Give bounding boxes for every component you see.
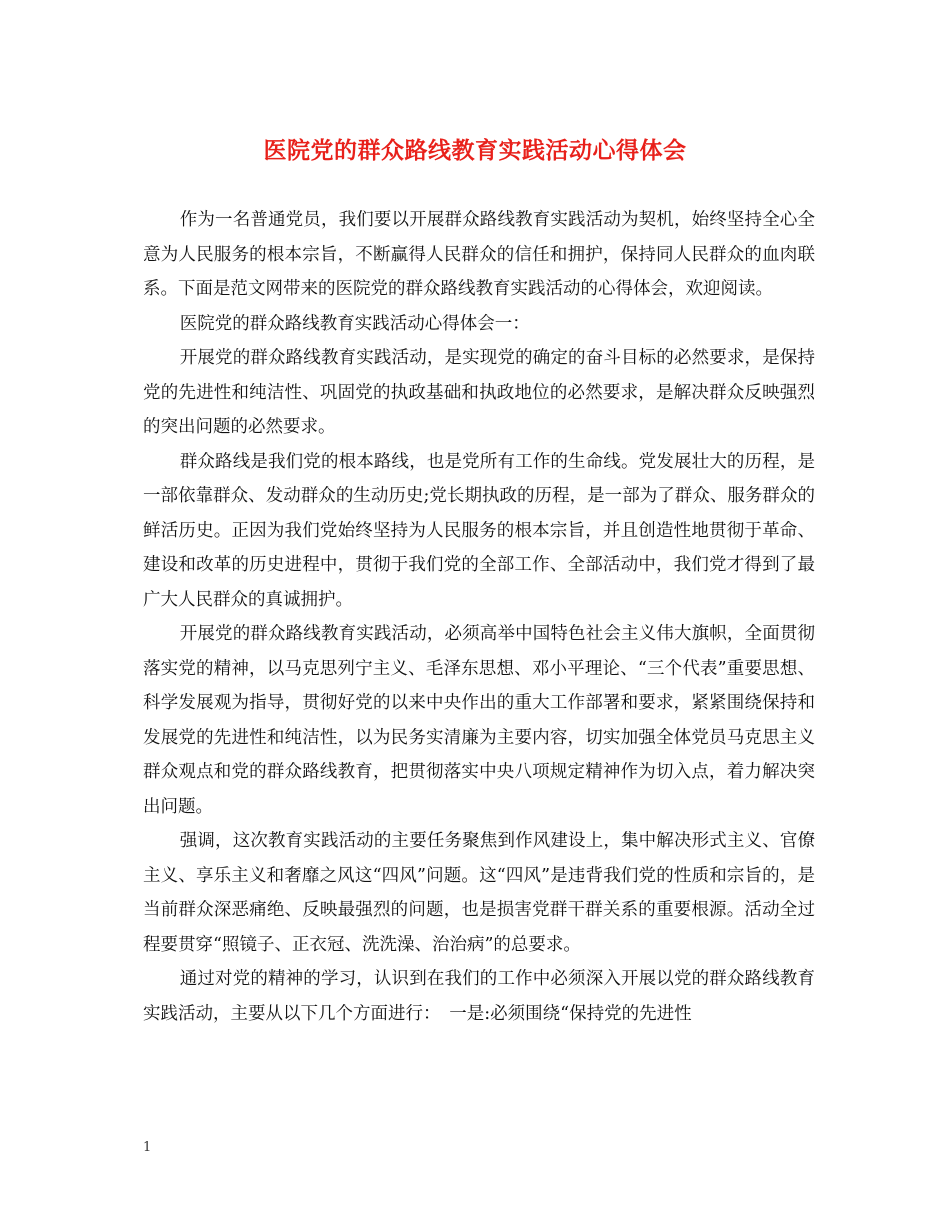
document-body [143,203,815,1031]
paragraph-3: 开展党的群众路线教育实践活动，必须高举中国特色社会主义伟大旗帜，全面贯彻落实党的精神，以马克思列宁主义、毛泽东思想、邓小平理论、“三个代表”重要思想、科学发展观为指导，贯彻好党的以来中央作出的重大工作部署和要求，紧紧围绕保持和发展党的先进性和纯洁性，以为民务实清廉为主要内容，切实加强全体党员马克思主义群众观点和党的群众路线教育，把贯彻落实中央八项规定精神作为切入点，着力解决突出问题。 [143,624,815,817]
paragraph-1: 开展党的群众路线教育实践活动，是实现党的确定的奋斗目标的必然要求，是保持党的先进性和纯洁性、巩固党的执政基础和执政地位的必然要求，是解决群众反映强烈的突出问题的必然要求。 [143,348,815,437]
paragraph-intro: 作为一名普通党员，我们要以开展群众路线教育实践活动为契机，始终坚持全心全意为人民服务的根本宗旨，不断赢得人民群众的信任和拥护，保持同人民群众的血肉联系。下面是范文网带来的医院党的群众路线教育实践活动的心得体会，欢迎阅读。 [143,210,815,299]
document-title: 医院党的群众路线教育实践活动心得体会 [263,137,687,164]
paragraph-4: 强调，这次教育实践活动的主要任务聚焦到作风建设上，集中解决形式主义、官僚主义、享乐主义和奢靡之风这“四风”问题。这“四风”是违背我们党的性质和宗旨的，是当前群众深恶痛绝、反映最强烈的问题，也是损害党群干群关系的重要根源。活动全过程要贯穿“照镜子、正衣冠、洗洗澡、治治病”的总要求。 [143,831,815,955]
paragraph-5: 通过对党的精神的学习，认识到在我们的工作中必须深入开展以党的群众路线教育实践活动，主要从以下几个方面进行： 一是:必须围绕“保持党的先进性 [143,969,815,1024]
page-number: 1 [143,1140,152,1155]
paragraph-2: 群众路线是我们党的根本路线，也是党所有工作的生命线。党发展壮大的历程，是一部依靠群众、发动群众的生动历史;党长期执政的历程，是一部为了群众、服务群众的鲜活历史。正因为我们党始终坚持为人民服务的根本宗旨，并且创造性地贯彻于革命、建设和改革的历史进程中，贯彻于我们党的全部工作、全部活动中，我们党才得到了最广大人民群众的真诚拥护。 [143,451,815,610]
paragraph-subheading: 医院党的群众路线教育实践活动心得体会一： [179,313,530,334]
